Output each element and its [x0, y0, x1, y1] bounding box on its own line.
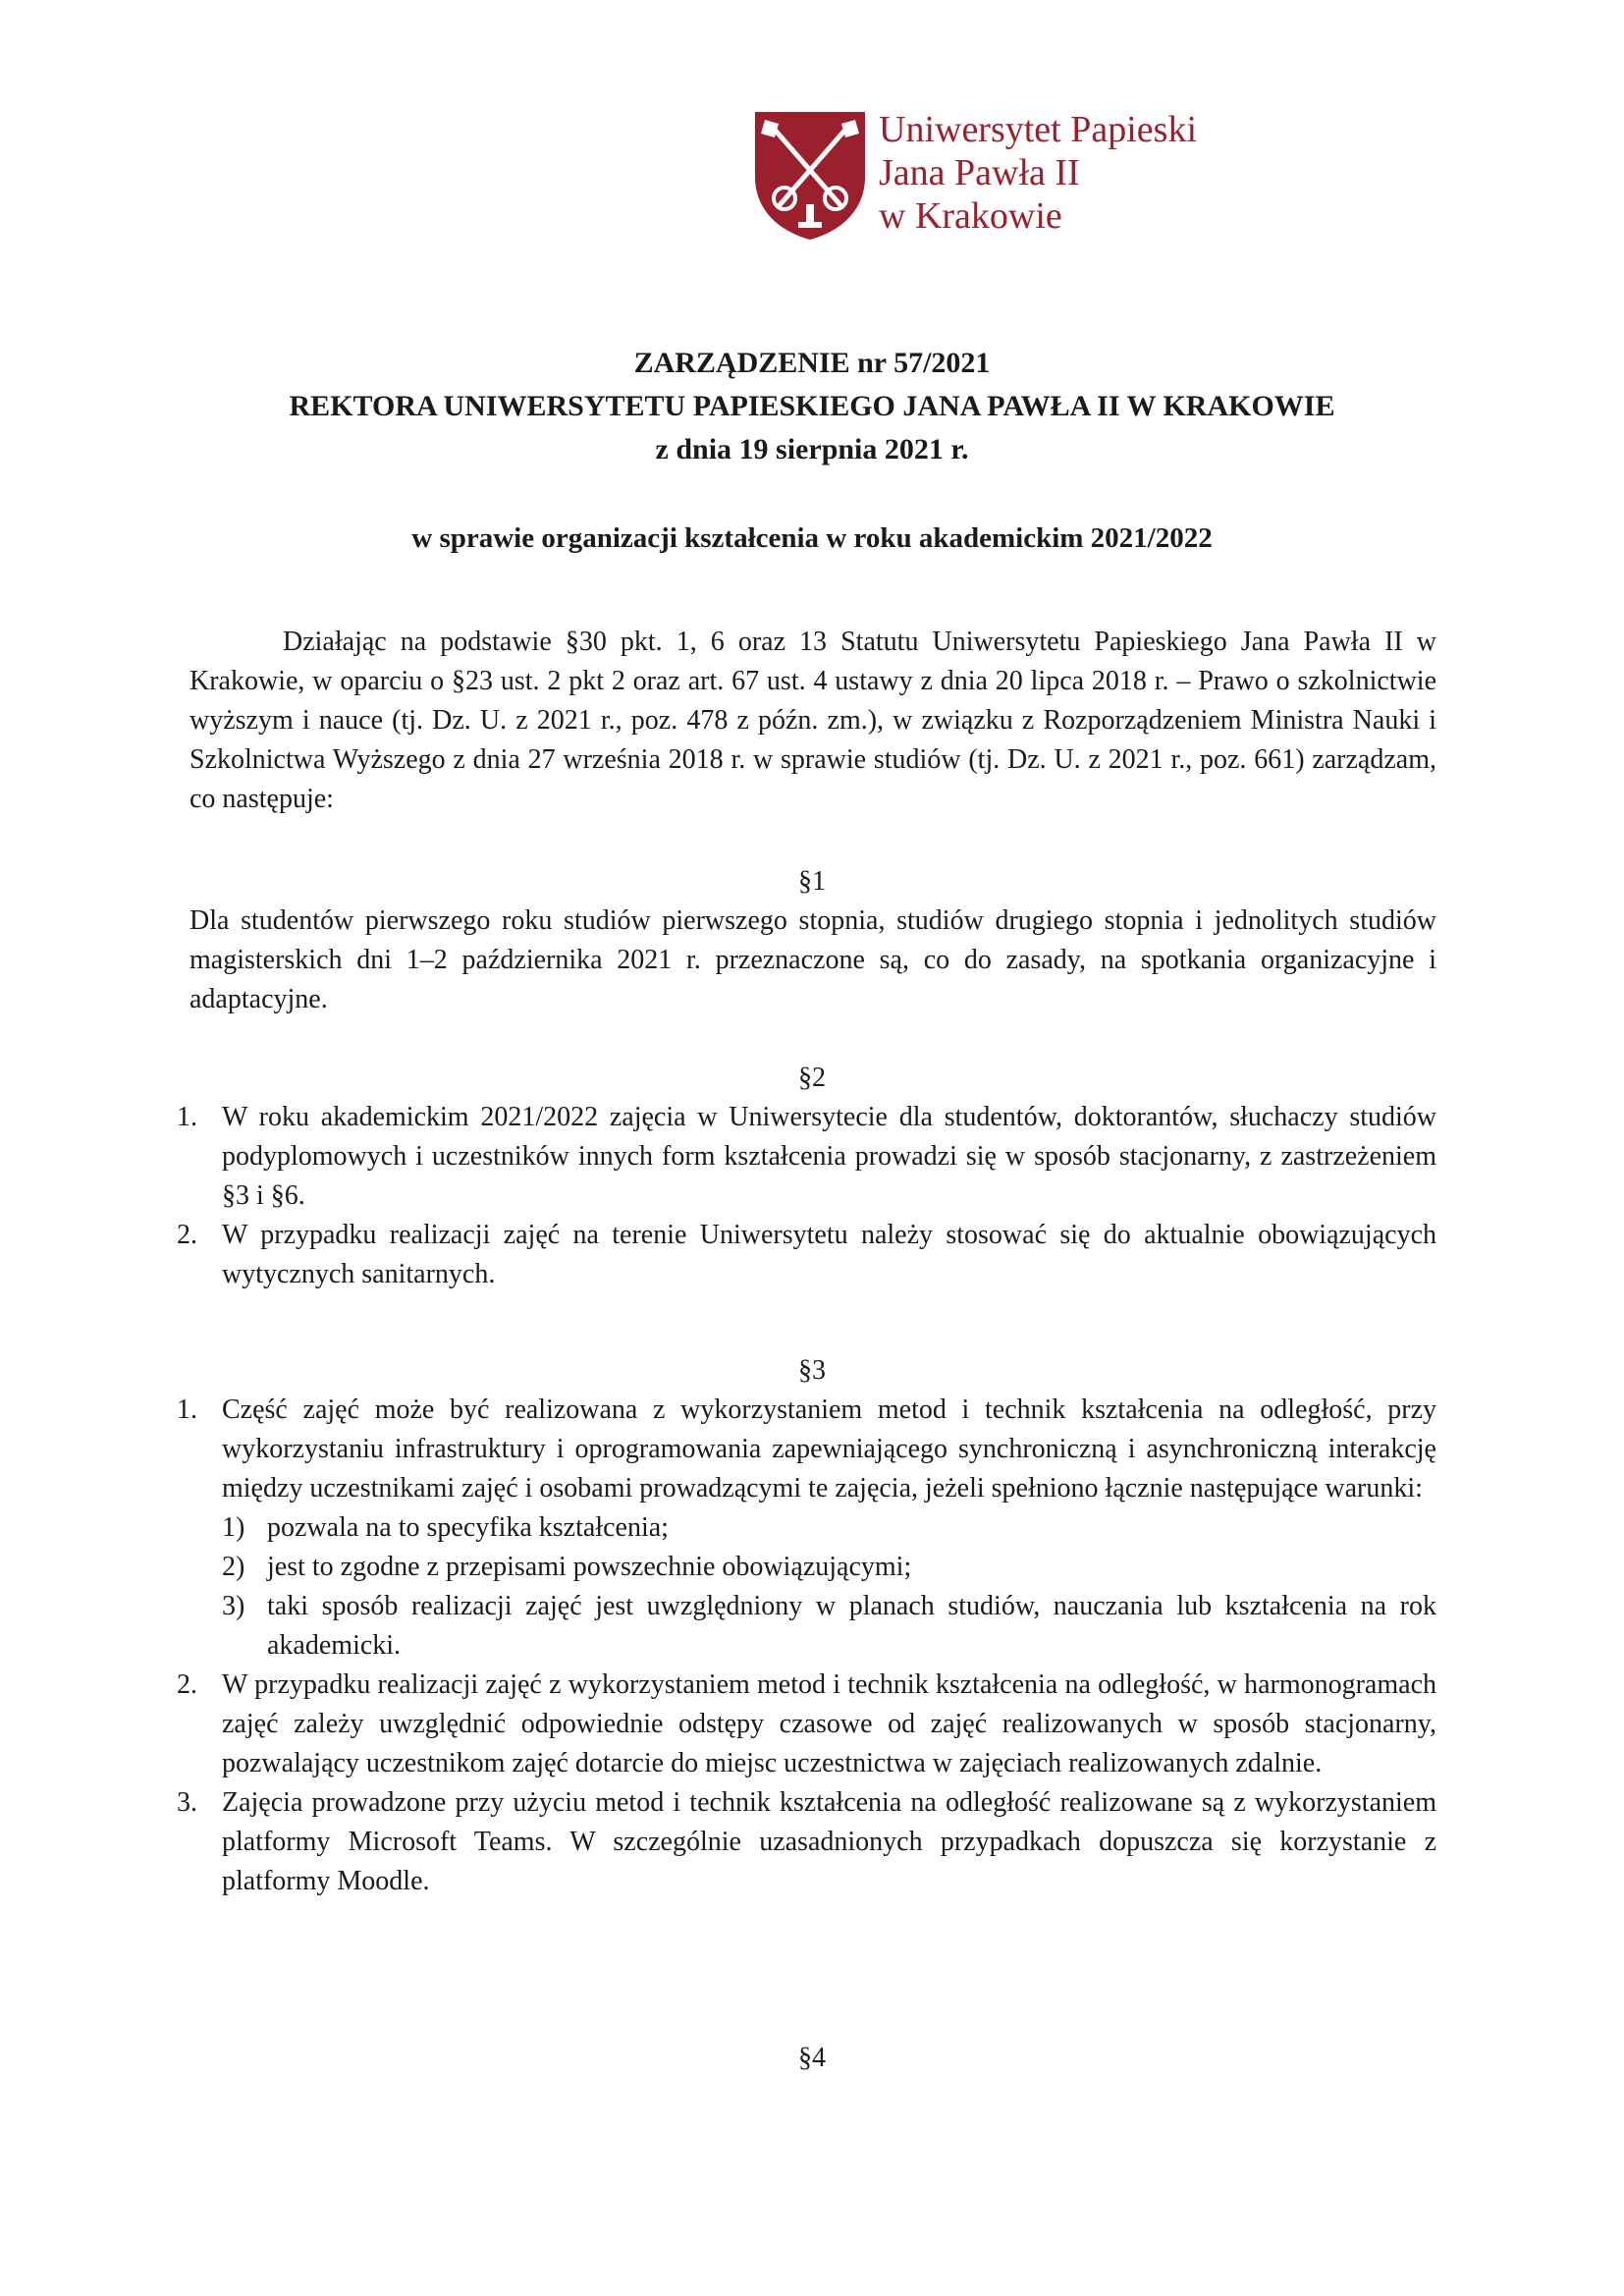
sublist-item — [222, 1587, 1436, 1666]
list-item — [177, 1783, 1436, 1901]
list-item-number: 1. — [177, 1102, 197, 1132]
crossed-keys-crest-icon — [751, 108, 869, 242]
list-item — [177, 1216, 1436, 1294]
university-name-line2: Jana Pawła II — [879, 152, 1080, 193]
preamble-paragraph: Działając na podstawie §30 pkt. 1, 6 oraz 13 Statutu Uniwersytetu Papieskiego Jana Pawła II w Krakowie, w oparciu o §23 ust. 2 pkt 2 oraz art. 67 ust. 4 ustawy z dnia 20 lipca 2018 r. – Prawo o szkolnictwie wyższym i nauce (tj. Dz. U. z 2021 r., poz. 478 z późn. zm.), w związku z Rozporządzeniem Ministra Nauki i Szkolnictwa Wyższego z dnia 27 września 2018 r. w sprawie studiów (tj. Dz. U. z 2021 r., poz. 661) zarządzam, co następuje: — [189, 627, 1436, 814]
sublist-item-number: 1) — [222, 1512, 245, 1543]
list-item-number: 2. — [177, 1669, 197, 1700]
sublist-item — [222, 1548, 1436, 1587]
list-item-text: W roku akademickim 2021/2022 zajęcia w Uniwersytecie dla studentów, doktorantów, słuchaczy studiów podyplomowych i uczestników innych form kształcenia prowadzi się w sposób stacjonarny, z zastrzeżeniem §3 i §6. — [222, 1102, 1436, 1211]
university-logo — [751, 108, 1222, 246]
list-item-number: 1. — [177, 1394, 197, 1425]
title-line2: REKTORA UNIWERSYTETU PAPIESKIEGO JANA PAWŁA II W KRAKOWIE — [289, 390, 1335, 422]
list-item — [177, 1098, 1436, 1216]
section-3-list — [177, 1391, 1436, 1901]
conditions-sublist — [222, 1508, 1436, 1666]
list-item-number: 3. — [177, 1787, 197, 1818]
list-item-text: W przypadku realizacji zajęć z wykorzystaniem metod i technik kształcenia na odległość, w harmonogramach zajęć zależy uwzględnić odpowiednie odstępy czasowe od zajęć realizowanych w sposób stacjonarny, pozwalający uczestnikom zajęć dotarcie do miejsc uczestnictwa w zajęciach realizowanych zdalnie. — [222, 1669, 1436, 1778]
list-item-text: Zajęcia prowadzone przy użyciu metod i technik kształcenia na odległość realizowane są z wykorzystaniem platformy Microsoft Teams. W szczególnie uzasadnionych przypadkach dopuszcza się korzystanie z platformy Moodle. — [222, 1787, 1436, 1896]
list-item — [177, 1391, 1436, 1666]
university-name-line3: w Krakowie — [879, 195, 1062, 237]
section-2-list — [177, 1098, 1436, 1294]
title-line1: ZARZĄDZENIE nr 57/2021 — [633, 347, 991, 379]
sublist-item — [222, 1508, 1436, 1548]
section-1-heading: §1 — [798, 866, 826, 897]
document-subject: w sprawie organizacji kształcenia w roku akademickim 2021/2022 — [411, 522, 1213, 554]
university-name — [879, 108, 1197, 238]
section-2-heading: §2 — [798, 1063, 826, 1093]
list-item-number: 2. — [177, 1220, 197, 1250]
sublist-item-text: pozwala na to specyfika kształcenia; — [267, 1512, 669, 1543]
sublist-item-number: 2) — [222, 1552, 245, 1582]
document-title — [0, 342, 1624, 471]
list-item-text: Część zajęć może być realizowana z wykorzystaniem metod i technik kształcenia na odległość, przy wykorzystaniu infrastruktury i oprogramowania zapewniającego synchroniczną i asynchroniczną interakcję między uczestnikami zajęć i osobami prowadzącymi te zajęcia, jeżeli spełniono łącznie następujące warunki: — [222, 1394, 1436, 1503]
sublist-item-text: taki sposób realizacji zajęć jest uwzględniony w planach studiów, nauczania lub kształcenia na rok akademicki. — [267, 1591, 1436, 1661]
university-name-line1: Uniwersytet Papieski — [879, 109, 1198, 150]
title-line3: z dnia 19 sierpnia 2021 r. — [655, 433, 969, 465]
section-3-heading: §3 — [798, 1355, 826, 1386]
list-item-text: W przypadku realizacji zajęć na terenie Uniwersytetu należy stosować się do aktualnie obowiązujących wytycznych sanitarnych. — [222, 1220, 1436, 1289]
section-4-heading: §4 — [798, 2043, 826, 2073]
list-item — [177, 1666, 1436, 1783]
sublist-item-number: 3) — [222, 1591, 245, 1621]
section-1-text: Dla studentów pierwszego roku studiów pierwszego stopnia, studiów drugiego stopnia i jednolitych studiów magisterskich dni 1–2 października 2021 r. przeznaczone są, co do zasady, na spotkania organizacyjne i adaptacyjne. — [189, 905, 1436, 1014]
sublist-item-text: jest to zgodne z przepisami powszechnie obowiązującymi; — [267, 1552, 912, 1582]
